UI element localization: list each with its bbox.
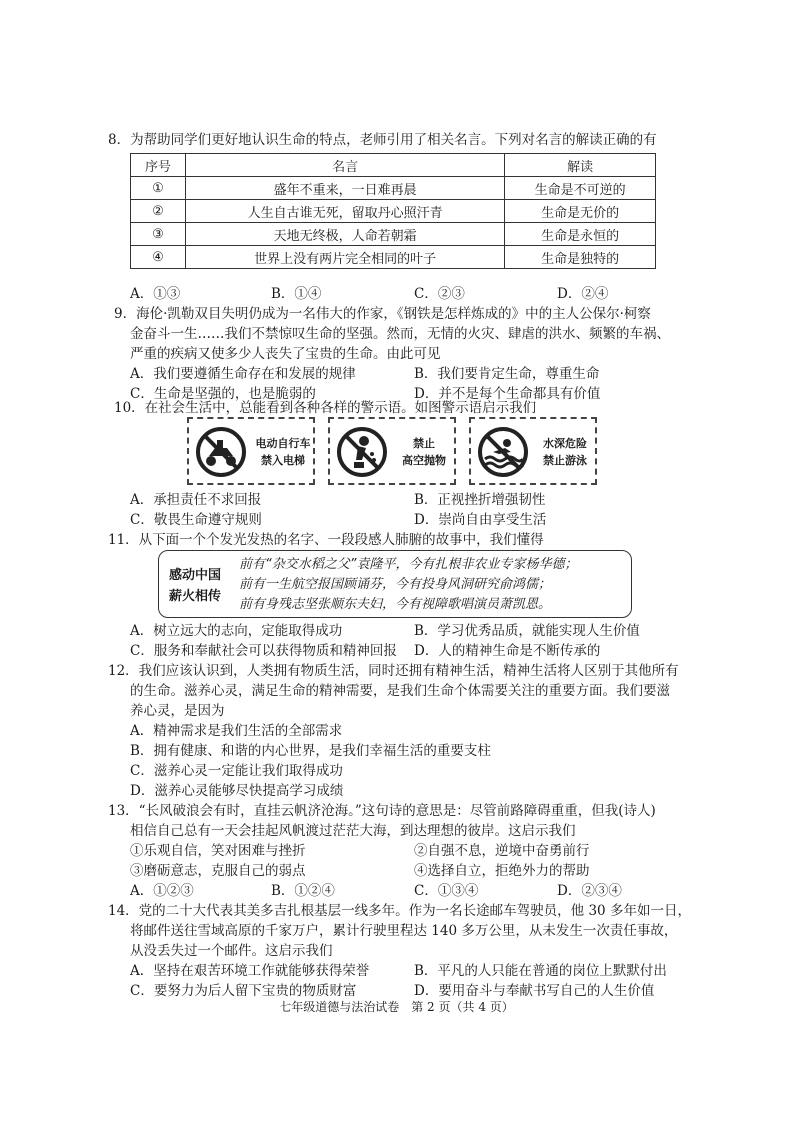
q10-option-c[interactable]: C．敬畏生命遵守规则 <box>130 512 262 528</box>
q13-stem-line: 13．“长风破浪会有时，直挂云帆济沧海。”这句诗的意思是：尽管前路障碍重重，但我(诗人) <box>108 803 656 819</box>
q14-option-a[interactable]: A．坚持在艰苦环境工作就能够获得荣誉 <box>130 963 370 979</box>
q13-item: ①乐观自信，笑对困难与挫折 <box>130 843 306 859</box>
q11-option-c[interactable]: C．服务和奉献社会可以获得物质和精神回报 <box>130 643 397 659</box>
table-cell: 生命是不可逆的 <box>505 177 656 200</box>
q12-stem-line: 12．我们应该认识到，人类拥有物质生活，同时还拥有精神生活，精神生活将人区别于其他所有 <box>108 663 679 679</box>
table-cell: ③ <box>131 223 186 246</box>
q14-stem-line: 从没丢失过一个邮件。这启示我们 <box>130 943 333 959</box>
q11-honor-box <box>158 550 632 618</box>
table-cell: ② <box>131 200 186 223</box>
q9-stem-line: 严重的疾病又使多少人丧失了宝贵的生命。由此可见 <box>130 346 441 362</box>
q8-quote-table <box>130 153 656 269</box>
honor-line: 前有身残志坚张顺东夫妇，今有视障歌唱演员萧凯恩。 <box>239 597 552 612</box>
honor-box-title: 感动中国 薪火相传 <box>169 568 222 604</box>
no-swimming-icon <box>477 426 529 478</box>
table-header-row <box>131 154 656 177</box>
q13-item: ②自强不息，逆境中奋勇前行 <box>414 843 590 859</box>
honor-line: 前有“杂交水稻之父”袁隆平，今有扎根非农业专家杨华德； <box>239 557 578 572</box>
q8-option-b[interactable]: B．①④ <box>271 286 322 302</box>
table-cell: 盛年不重来，一日难再晨 <box>185 177 504 200</box>
table-row <box>131 200 656 223</box>
q9-option-d[interactable]: D．并不是每个生命都具有价值 <box>414 386 601 402</box>
q12-stem-line: 的生命。滋养心灵，满足生命的精神需要，是我们生命个体需要关注的重要方面。我们要滋 <box>130 683 670 699</box>
table-row <box>131 223 656 246</box>
q14-stem-line: 将邮件送往雪域高原的千家万户，累计行驶里程达 140 多万公里，从未发生一次责任事故， <box>130 923 678 939</box>
sign-label: 禁止 高空抛物 <box>402 437 446 467</box>
warning-sign <box>469 417 597 485</box>
table-row <box>131 246 656 269</box>
table-header: 解读 <box>505 154 656 177</box>
table-cell: ① <box>131 177 186 200</box>
q8-option-a[interactable]: A．①③ <box>130 286 181 302</box>
honor-line: 前有一生航空报国顾诵芬，今有投身风洞研究俞鸿儒； <box>239 577 552 592</box>
sign-label: 电动自行车 禁入电梯 <box>255 437 311 467</box>
page-footer: 七年级道德与法治试卷 第 2 页（共 4 页） <box>279 1000 514 1014</box>
q12-stem-line: 养心灵，是因为 <box>130 703 225 719</box>
q10-option-b[interactable]: B．正视挫折增强韧性 <box>414 492 546 508</box>
q13-stem-line: 相信自己总有一天会挂起风帆渡过茫茫大海，到达理想的彼岸。这启示我们 <box>130 823 576 839</box>
q8-stem: 8．为帮助同学们更好地认识生命的特点，老师引用了相关名言。下列对名言的解读正确的有 <box>108 132 657 148</box>
q12-option-a[interactable]: A．精神需求是我们生活的全部需求 <box>130 723 343 739</box>
q13-item: ④选择自立，拒绝外力的帮助 <box>414 863 590 879</box>
table-cell: 人生自古谁无死，留取丹心照汗青 <box>185 200 504 223</box>
q11-option-b[interactable]: B．学习优秀品质，就能实现人生价值 <box>414 623 640 639</box>
q12-option-b[interactable]: B．拥有健康、和谐的内心世界，是我们幸福生活的重要支柱 <box>130 743 491 759</box>
q10-option-d[interactable]: D．崇尚自由享受生活 <box>414 512 547 528</box>
table-header: 名言 <box>185 154 504 177</box>
q14-option-d[interactable]: D．要用奋斗与奉献书写自己的人生价值 <box>414 983 655 999</box>
table-cell: 生命是独特的 <box>505 246 656 269</box>
table-cell: 生命是无价的 <box>505 200 656 223</box>
q11-option-a[interactable]: A．树立远大的志向，定能取得成功 <box>130 623 343 639</box>
q12-option-d[interactable]: D．滋养心灵能够尽快提高学习成绩 <box>130 783 344 799</box>
table-cell: ④ <box>131 246 186 269</box>
q11-stem: 11．从下面一个个发光发热的名字、一段段感人肺腑的故事中，我们懂得 <box>108 532 544 548</box>
q13-item: ③磨砺意志，克服自己的弱点 <box>130 863 306 879</box>
q13-option-b[interactable]: B．①②④ <box>271 883 335 899</box>
q10-stem: 10．在社会生活中，总能看到各种各样的警示语。如图警示语启示我们 <box>114 400 537 416</box>
q14-option-b[interactable]: B．平凡的人只能在普通的岗位上默默付出 <box>414 963 667 979</box>
q10-option-a[interactable]: A．承担责任不求回报 <box>130 492 262 508</box>
q10-warning-signs <box>187 417 597 487</box>
table-row <box>131 177 656 200</box>
q12-option-c[interactable]: C．滋养心灵一定能让我们取得成功 <box>130 763 343 779</box>
q8-option-c[interactable]: C．②③ <box>414 286 465 302</box>
q9-option-a[interactable]: A．我们要遵循生命存在和发展的规律 <box>130 366 356 382</box>
q13-option-a[interactable]: A．①②③ <box>130 883 194 899</box>
q9-option-c[interactable]: C．生命是坚强的，也是脆弱的 <box>130 386 316 402</box>
sign-label: 水深危险 禁止游泳 <box>543 437 587 467</box>
table-cell: 世界上没有两片完全相同的叶子 <box>185 246 504 269</box>
q13-option-d[interactable]: D．②③④ <box>557 883 622 899</box>
no-ebike-icon <box>195 426 247 478</box>
q14-stem-line: 14．党的二十大代表其美多吉扎根基层一线多年。作为一名长途邮车驾驶员，他 30 多年如一日， <box>108 903 691 919</box>
no-throwing-icon <box>336 426 388 478</box>
table-cell: 天地无终极，人命若朝霜 <box>185 223 504 246</box>
q9-stem-line: 金奋斗一生……我们不禁惊叹生命的坚强。然而，无情的火灾、肆虐的洪水、频繁的车祸、 <box>130 326 670 342</box>
table-cell: 生命是永恒的 <box>505 223 656 246</box>
warning-sign <box>328 417 456 485</box>
q8-option-d[interactable]: D．②④ <box>557 286 609 302</box>
q13-option-c[interactable]: C．①③④ <box>414 883 479 899</box>
q9-option-b[interactable]: B．我们要肯定生命，尊重生命 <box>414 366 600 382</box>
q14-option-c[interactable]: C．要努力为后人留下宝贵的物质财富 <box>130 983 357 999</box>
q9-stem-line: 9．海伦·凯勒双目失明仍成为一名伟大的作家，《钢铁是怎样炼成的》中的主人公保尔·柯察 <box>114 306 651 322</box>
table-header: 序号 <box>131 154 186 177</box>
q11-option-d[interactable]: D．人的精神生命是不断传承的 <box>414 643 601 659</box>
warning-sign <box>187 417 315 485</box>
